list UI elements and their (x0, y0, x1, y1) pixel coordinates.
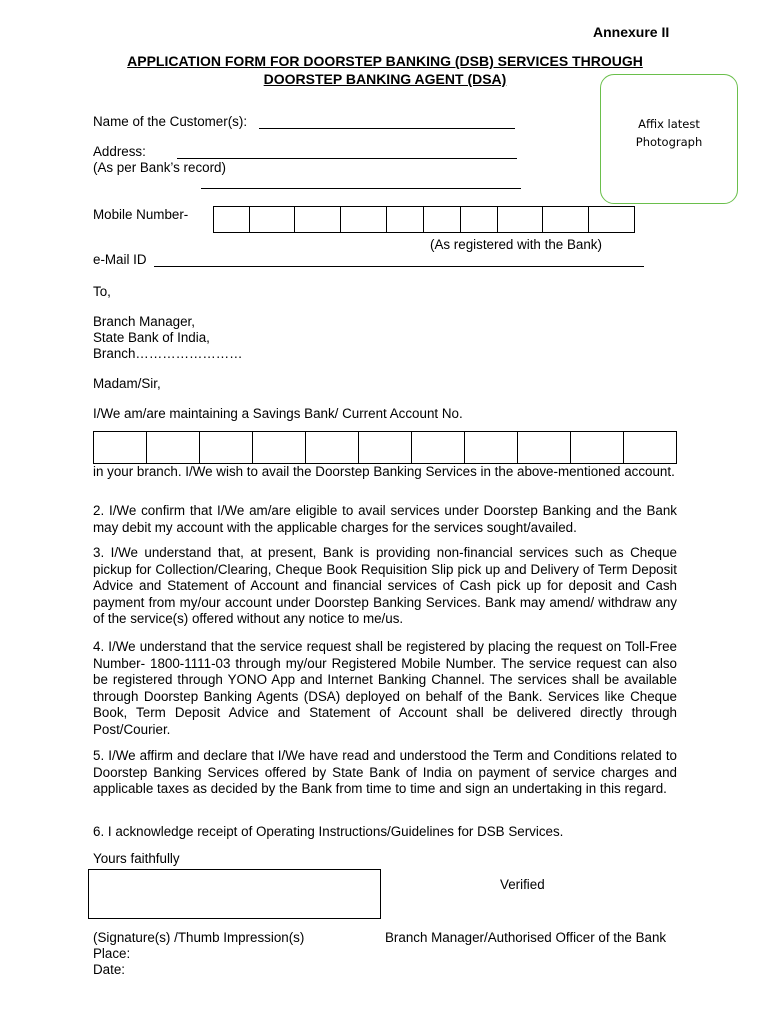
email-field[interactable] (154, 266, 644, 267)
mobile-digit-box[interactable] (497, 206, 543, 233)
annexure-label: Annexure II (593, 24, 670, 40)
officer-label: Branch Manager/Authorised Officer of the Bank (385, 930, 667, 945)
mobile-note: (As registered with the Bank) (430, 237, 602, 252)
account-digit-box[interactable] (199, 431, 253, 464)
form-title-line-1: APPLICATION FORM FOR DOORSTEP BANKING (DSB) SERVICES THROUGH (127, 53, 643, 69)
account-digit-box[interactable] (570, 431, 624, 464)
salutation: Madam/Sir, (93, 376, 161, 391)
to-label: To, (93, 284, 111, 299)
account-digit-box[interactable] (411, 431, 465, 464)
photo-caption-line-1: Affix latest (638, 117, 700, 131)
address-label: Address: (93, 144, 146, 159)
address-field-line-2[interactable] (201, 188, 521, 189)
mobile-label: Mobile Number- (93, 207, 189, 222)
account-digit-box[interactable] (93, 431, 147, 464)
account-digit-box[interactable] (146, 431, 200, 464)
addressee-line-2: State Bank of India, (93, 330, 210, 345)
addressee-line-3: Branch…………………… (93, 346, 243, 361)
clause-2: 2. I/We confirm that I/We am/are eligible to avail services under Doorstep Banking and the Bank may debit my account with the applicable charges for the services sought/availed. (93, 503, 677, 535)
addressee-line-1: Branch Manager, (93, 314, 195, 329)
account-digit-box[interactable] (358, 431, 412, 464)
customer-name-field[interactable] (259, 128, 515, 129)
mobile-digit-box[interactable] (294, 206, 341, 233)
mobile-digit-box[interactable] (213, 206, 250, 233)
mobile-number-boxes[interactable] (213, 206, 635, 233)
account-digit-box[interactable] (305, 431, 359, 464)
yours-faithfully: Yours faithfully (93, 851, 180, 866)
account-digit-box[interactable] (252, 431, 306, 464)
photo-caption-line-2: Photograph (635, 135, 703, 149)
mobile-digit-box[interactable] (588, 206, 635, 233)
mobile-digit-box[interactable] (249, 206, 295, 233)
mobile-digit-box[interactable] (460, 206, 498, 233)
mobile-digit-box[interactable] (423, 206, 461, 233)
customer-name-label: Name of the Customer(s): (93, 114, 248, 129)
clause-6: 6. I acknowledge receipt of Operating Instructions/Guidelines for DSB Services. (93, 824, 564, 839)
mobile-digit-box[interactable] (542, 206, 589, 233)
account-digit-box[interactable] (517, 431, 571, 464)
account-digit-box[interactable] (623, 431, 677, 464)
account-digit-box[interactable] (464, 431, 518, 464)
clause-3: 3. I/We understand that, at present, Bank is providing non-financial services such as Cheque pickup for Collection/Clearing, Cheque Book Requisition Slip pick up and Delivery of Term Deposit Advice and Statement of Account and financial services of Cash pick up for deposit and Cash payment from my/our account under Doorstep Banking Services. Bank may amend/ withdraw any of the service(s) offered without any notice to me/us. (93, 545, 677, 626)
address-field-line-1[interactable] (177, 158, 517, 159)
signature-label: (Signature(s) /Thumb Impression(s) (93, 930, 305, 945)
clause-4: 4. I/We understand that the service request shall be registered by placing the request on Toll-Free Number- 1800-1111-03 through my/our Registered Mobile Number. The service request can also be registered through YONO App and Internet Banking Channel. The services shall be available through Doorstep Banking Agents (DSA) deployed on behalf of the Bank. Services like Cheque Book, Term Deposit Advice and Statement of Account shall be delivered directly through Post/Courier. (93, 639, 677, 737)
account-continuation: in your branch. I/We wish to avail the Doorstep Banking Services in the above-mentioned account. (93, 464, 675, 479)
mobile-digit-box[interactable] (386, 206, 424, 233)
signature-box[interactable] (88, 869, 381, 919)
form-title-line-2: DOORSTEP BANKING AGENT (DSA) (263, 71, 507, 87)
mobile-digit-box[interactable] (340, 206, 387, 233)
account-intro: I/We am/are maintaining a Savings Bank/ Current Account No. (93, 406, 463, 421)
place-label: Place: (93, 946, 131, 961)
address-note: (As per Bank’s record) (93, 160, 226, 175)
email-label: e-Mail ID (93, 252, 147, 267)
verified-label: Verified (500, 877, 545, 892)
photo-box-caption (601, 115, 737, 151)
account-number-boxes[interactable] (93, 431, 677, 464)
clause-5: 5. I/We affirm and declare that I/We have read and understood the Term and Conditions related to Doorstep Banking Services offered by State Bank of India on payment of service charges and applicable taxes as decided by the Bank from time to time and sign an undertaking in this regard. (93, 748, 677, 796)
date-label: Date: (93, 962, 126, 977)
photo-box[interactable] (600, 74, 738, 204)
